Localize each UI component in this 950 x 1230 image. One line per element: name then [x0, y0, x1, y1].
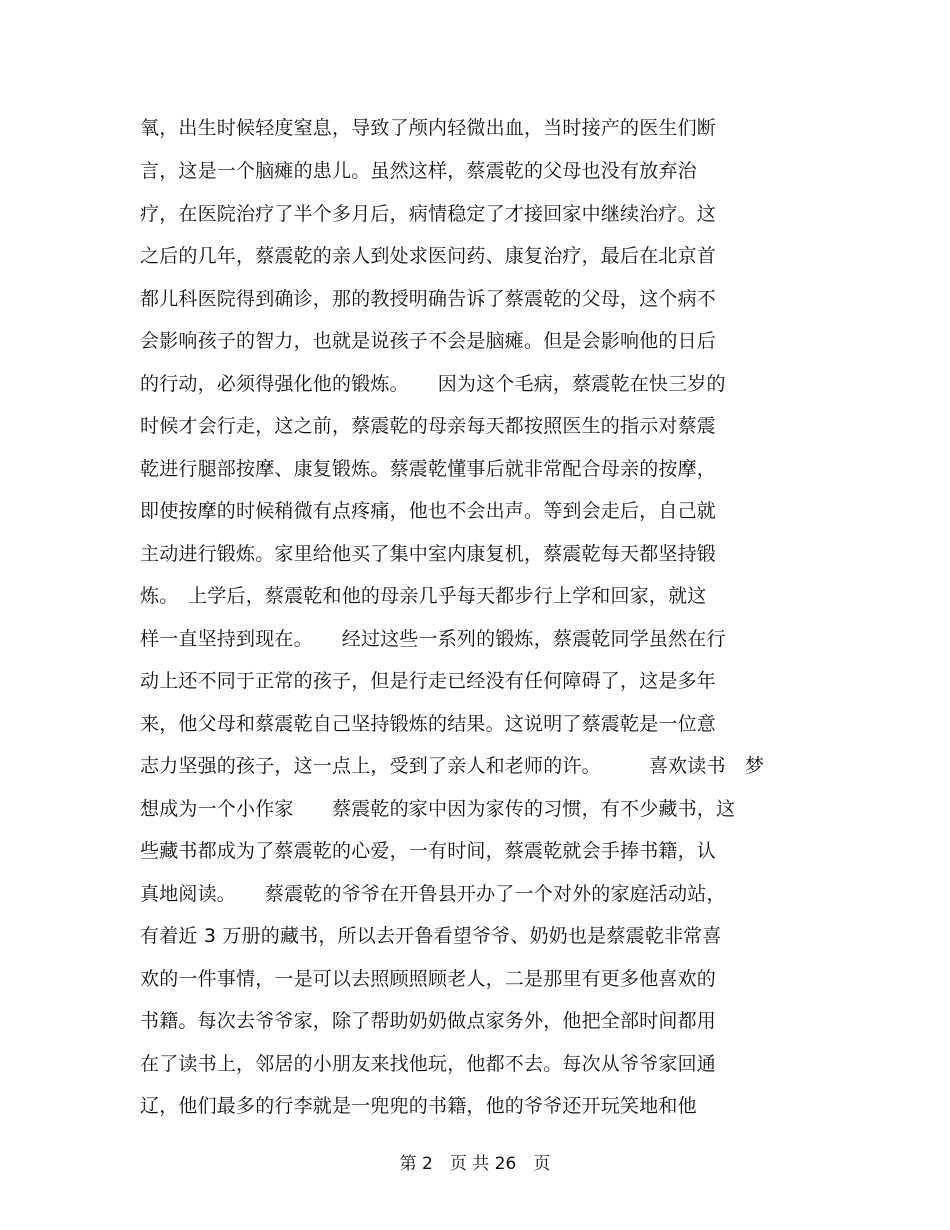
body-text-line: 会影响孩子的智力，也就是说孩子不会是脑瘫。但是会影响他的日后	[140, 330, 717, 352]
body-text-line: 有着近 3 万册的藏书，所以去开鲁看望爷爷、奶奶也是蔡震乾非常喜	[140, 925, 722, 947]
body-text-line: 的行动，必须得强化他的锻炼。 因为这个毛病，蔡震乾在快三岁的	[140, 373, 726, 395]
body-text-line: 疗，在医院治疗了半个多月后，病情稳定了才接回家中继续治疗。这	[140, 203, 717, 225]
body-text-line: 些藏书都成为了蔡震乾的心爱，一有时间，蔡震乾就会手捧书籍，认	[140, 840, 717, 862]
body-text-line: 来，他父母和蔡震乾自己坚持锻炼的结果。这说明了蔡震乾是一位意	[140, 713, 717, 735]
body-text-line: 欢的一件事情，一是可以去照顾照顾老人，二是那里有更多他喜欢的	[140, 968, 717, 990]
body-text-line: 之后的几年，蔡震乾的亲人到处求医问药、康复治疗，最后在北京首	[140, 245, 717, 267]
body-text-line: 样一直坚持到现在。 经过这些一系列的锻炼，蔡震乾同学虽然在行	[140, 628, 726, 650]
body-text-line: 真地阅读。 蔡震乾的爷爷在开鲁县开办了一个对外的家庭活动站，	[140, 883, 726, 905]
body-text-line: 言，这是一个脑瘫的患儿。虽然这样，蔡震乾的父母也没有放弃治	[140, 160, 697, 182]
body-text-line: 志力坚强的孩子，这一点上，受到了亲人和老师的许。 喜欢读书 梦	[140, 755, 765, 777]
body-text-line: 在了读书上，邻居的小朋友来找他玩，他都不去。每次从爷爷家回通	[140, 1053, 717, 1075]
page-number-footer: 第 2 页 共 26 页	[399, 1154, 551, 1174]
body-text-line: 即使按摩的时候稍微有点疼痛，他也不会出声。等到会走后，自己就	[140, 500, 717, 522]
body-text-line: 书籍。每次去爷爷家，除了帮助奶奶做点家务外，他把全部时间都用	[140, 1010, 717, 1032]
body-text-line: 都儿科医院得到确诊，那的教授明确告诉了蔡震乾的父母，这个病不	[140, 288, 717, 310]
body-text-line: 氧，出生时候轻度窒息，导致了颅内轻微出血，当时接产的医生们断	[140, 117, 717, 139]
body-text-line: 乾进行腿部按摩、康复锻炼。蔡震乾懂事后就非常配合母亲的按摩，	[140, 458, 717, 480]
body-text-line: 想成为一个小作家 蔡震乾的家中因为家传的习惯，有不少藏书，这	[140, 798, 736, 820]
body-text-line: 炼。 上学后，蔡震乾和他的母亲几乎每天都步行上学和回家，就这	[140, 585, 707, 607]
body-text-line: 时候才会行走，这之前，蔡震乾的母亲每天都按照医生的指示对蔡震	[140, 415, 717, 437]
body-text-line: 主动进行锻炼。家里给他买了集中室内康复机，蔡震乾每天都坚持锻	[140, 543, 717, 565]
body-text-line: 动上还不同于正常的孩子，但是行走已经没有任何障碍了，这是多年	[140, 670, 717, 692]
body-text-line: 辽，他们最多的行李就是一兜兜的书籍，他的爷爷还开玩笑地和他	[140, 1095, 697, 1117]
